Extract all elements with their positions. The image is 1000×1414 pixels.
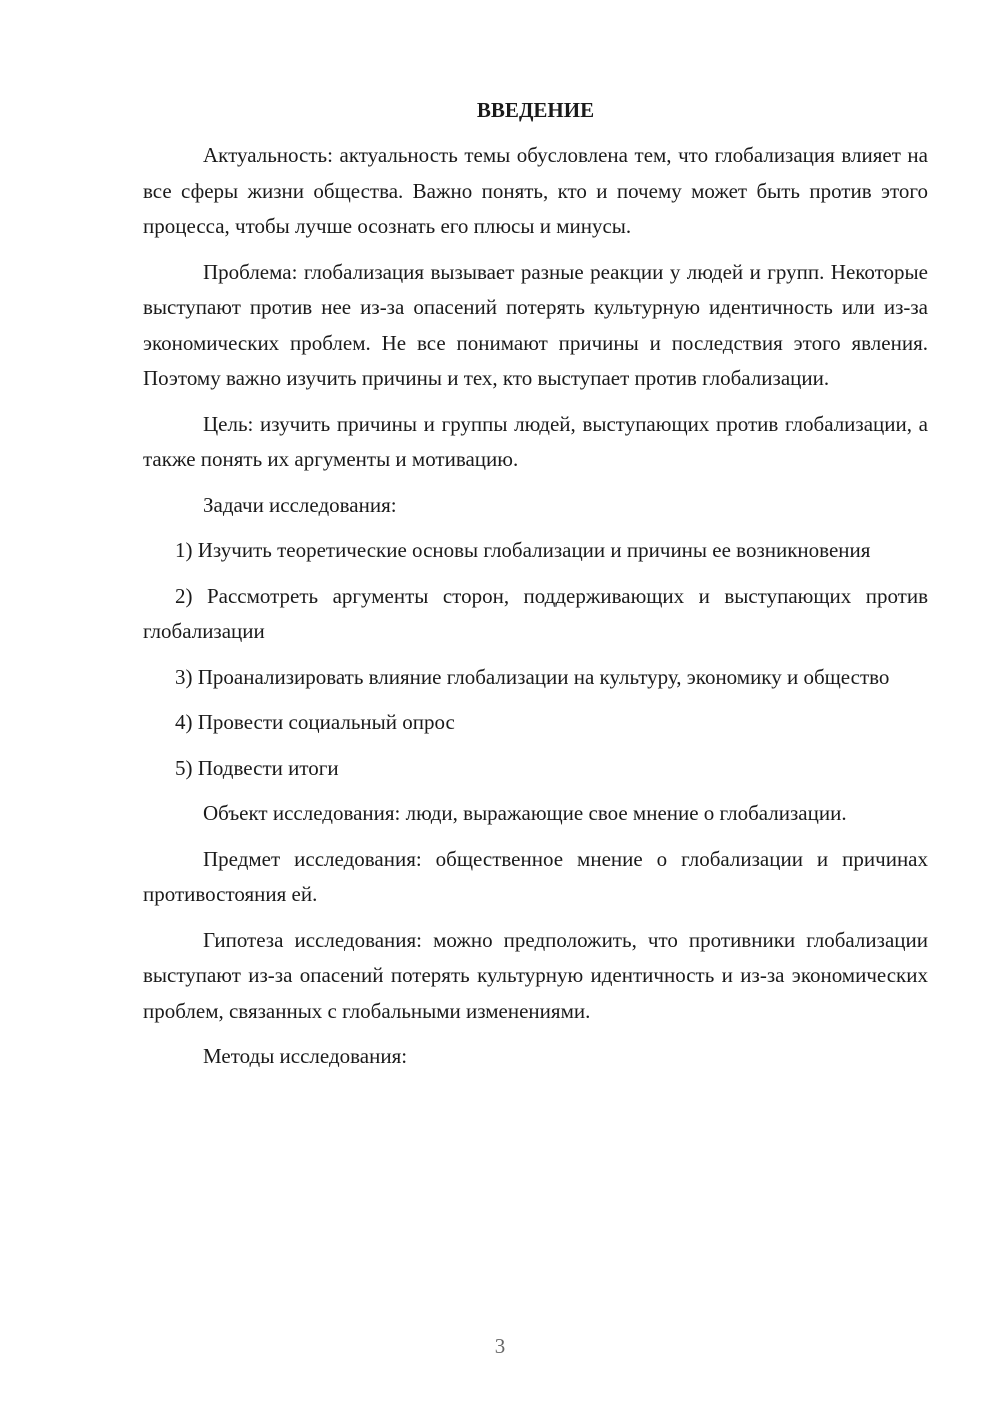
- tasks-heading: Задачи исследования:: [203, 492, 397, 517]
- task-item: 5) Подвести итоги: [175, 755, 339, 780]
- paragraph-object: Объект исследования: люди, выражающие свое мнение о глобализации.: [203, 801, 847, 825]
- paragraph-subject: Предмет исследования: общественное мнение о глобализации и причинах противостояния ей.: [143, 846, 928, 906]
- paragraph-relevance: Актуальность: актуальность темы обусловлена тем, что глобализация влияет на все сферы жизни общества. Важно понять, кто и почему может быть против этого процесса, чтобы лучше осознать его плюсы и минусы.: [143, 143, 928, 238]
- section-title: ВВЕДЕНИЕ: [476, 98, 595, 122]
- methods-heading: Методы исследования:: [203, 1044, 408, 1068]
- task-item: 3) Проанализировать влияние глобализации на культуру, экономику и общество: [175, 664, 890, 689]
- task-item: 2) Рассмотреть аргументы сторон, поддерживающих и выступающих против глобализации: [143, 583, 928, 643]
- page-number: 3: [494, 1334, 506, 1358]
- task-item: 1) Изучить теоретические основы глобализации и причины ее возникновения: [175, 538, 871, 562]
- task-item: 4) Провести социальный опрос: [175, 710, 455, 734]
- paragraph-hypothesis: Гипотеза исследования: можно предположить, что противники глобализации выступают из-за опасений потерять культурную идентичность и из-за экономических проблем, связанных с глобальными изменениями.: [143, 927, 928, 1023]
- paragraph-goal: Цель: изучить причины и группы людей, выступающих против глобализации, а также понять их аргументы и мотивацию.: [143, 411, 928, 471]
- paragraph-problem: Проблема: глобализация вызывает разные реакции у людей и групп. Некоторые выступают против нее из-за опасений потерять культурную идентичность или из-за экономических проблем. Не все понимают причины и последствия этого явления. Поэтому важно изучить причины и тех, кто выступает против глобализации.: [143, 259, 928, 390]
- document-page: [143, 92, 928, 1085]
